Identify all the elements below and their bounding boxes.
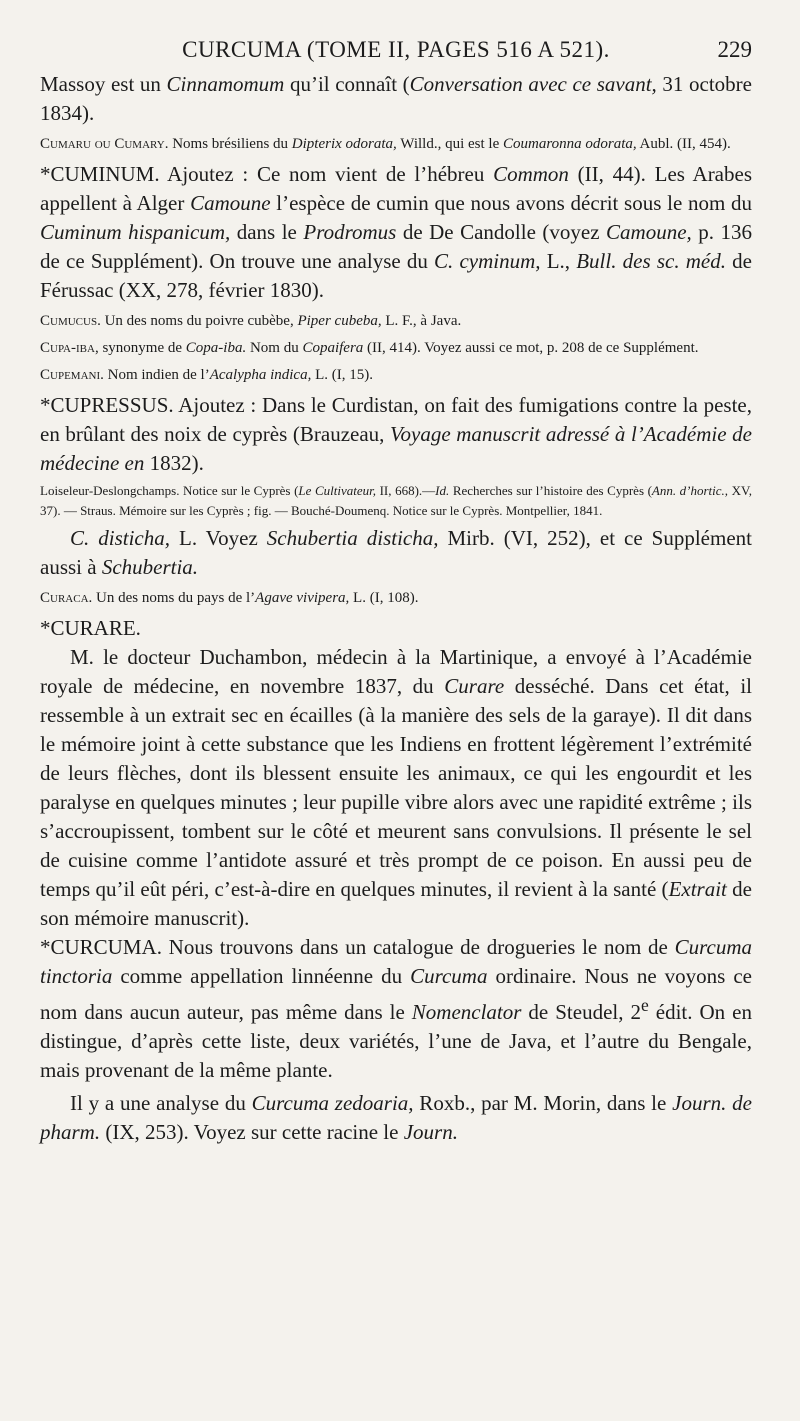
- text: Bull. des sc. méd.: [576, 249, 726, 273]
- text: Curare: [444, 674, 505, 698]
- entry-cuminum: [40, 160, 752, 305]
- entry-term: Cumucus.: [40, 313, 101, 329]
- text: M. le docteur Duchambon, médecin à la Martinique, a envoyé à l’Académie royale de médecine, en novembre 1837, du: [40, 645, 752, 698]
- text: 31 octobre 1834).: [40, 72, 752, 125]
- text: C. disticha,: [70, 526, 170, 550]
- entry-cupa-iba: [40, 338, 752, 359]
- text: Journ.: [403, 1120, 458, 1144]
- text: Un des noms du poivre cubèbe,: [100, 313, 298, 329]
- text: L. Voyez: [170, 526, 267, 550]
- text: *CUMINUM. Ajoutez : Ce nom vient de l’hébreu: [40, 162, 494, 186]
- text: Camoune,: [606, 220, 692, 244]
- text: Nomenclator: [411, 1000, 522, 1024]
- text: XV, 37). — Straus. Mémoire sur les Cyprès ; fig. — Bouché-Doumenq. Notice sur le Cyprès. Montpellier, 1841.: [40, 483, 752, 518]
- text: Il y a une analyse du: [70, 1091, 252, 1115]
- text: Voyage manuscrit adressé à l’Académie de médecine en: [40, 422, 752, 475]
- text: Piper cubeba,: [297, 313, 382, 329]
- text: Schubertia.: [101, 555, 199, 579]
- entry-cupemani: [40, 365, 752, 386]
- entry-cumaru: [40, 134, 752, 155]
- entry-c-disticha: [40, 524, 752, 582]
- entry-cupressus: [40, 391, 752, 478]
- entry-cumucus: [40, 311, 752, 332]
- text: Curcuma: [410, 964, 488, 988]
- text: *CURCUMA. Nous trouvons dans un catalogue de drogueries le nom de: [40, 935, 675, 959]
- text: Camoune: [190, 191, 271, 215]
- text: Schubertia disticha,: [266, 526, 439, 550]
- text: Roxb., par M. Morin, dans le: [413, 1091, 673, 1115]
- entry-term: Cumaru ou Cumary.: [40, 136, 169, 152]
- text: Loiseleur-Deslongchamps. Notice sur le Cyprès (: [40, 483, 299, 498]
- page-number: 229: [717, 37, 752, 62]
- text: de Steudel, 2: [521, 1000, 641, 1024]
- entry-term: Cupa-iba,: [40, 340, 99, 356]
- text: Noms brésiliens du: [168, 136, 292, 152]
- text: dans le: [230, 220, 304, 244]
- text: Cinnamomum: [166, 72, 285, 96]
- text: Acalypha indica,: [209, 367, 312, 383]
- paragraph-curare: [40, 643, 752, 933]
- document-page: [40, 30, 752, 1147]
- text: Copaifera: [302, 340, 364, 356]
- text: L. (I, 108).: [349, 590, 419, 606]
- text: desséché. Dans cet état, il ressemble à un extrait sec en écailles (à la manière des sels de la garaye). Il dit dans le mémoire joint à cette substance que les Indiens en frottent légèrement l’extrémité de leurs flèches, dont ils blessent ensuite les animaux, ce qui les engourdit et les paralyse en quelques minutes ; leur pupille vibre alors avec une rapidité extrême ; ils s’accroupissent, tombent sur le côté et meurent sans convulsions. Il présente le sel de cuisine comme l’antidote assuré et très prompt de ce poison. En aussi peu de temps qu’il eût péri, c’est-à-dire en quelques minutes, il revient à la santé (: [40, 674, 752, 901]
- superscript: e: [641, 995, 649, 1015]
- text: comme appellation linnéenne du: [112, 964, 411, 988]
- heading-curare: *CURARE.: [40, 616, 141, 640]
- text: (II, 44). Les Arabes appellent à Alger: [40, 162, 752, 215]
- text: p. 136 de ce Supplément). On trouve une analyse du: [40, 220, 753, 273]
- text: Common: [493, 162, 569, 186]
- text: édit. On en distingue, d’après cette liste, deux variétés, l’une de Java, et l’autre du Bengale, mais provenant de la même plante.: [40, 1000, 752, 1082]
- text: Massoy est un: [40, 72, 167, 96]
- text: L. F., à Java.: [381, 313, 462, 329]
- text: l’espèce de cumin que nous avons décrit sous le nom du: [270, 191, 753, 215]
- text: synonyme de: [98, 340, 186, 356]
- text: 1832).: [144, 451, 204, 475]
- text: Copa-iba.: [185, 340, 247, 356]
- text: ordinaire. Nous ne voyons ce nom dans aucun auteur, pas même dans le: [40, 964, 752, 1024]
- text: (II, 414). Voyez aussi ce mot, p. 208 de ce Supplément.: [363, 340, 699, 356]
- text: Curcuma zedoaria,: [251, 1091, 414, 1115]
- entry-curcuma: [40, 933, 752, 1085]
- text: Extrait: [668, 877, 727, 901]
- text: Aubl. (II, 454).: [636, 136, 731, 152]
- text: Willd., qui est le: [396, 136, 503, 152]
- page-header: [40, 30, 752, 70]
- entry-curaca: [40, 588, 752, 609]
- text: Le Cultivateur,: [298, 483, 377, 498]
- entry-term: Curaca.: [40, 590, 93, 606]
- text: Coumaronna odorata,: [502, 136, 637, 152]
- bibliography-cupressus: [40, 481, 752, 520]
- text: Nom indien de l’: [103, 367, 210, 383]
- text: (IX, 253). Voyez sur cette racine le: [100, 1120, 404, 1144]
- text: Nom du: [246, 340, 303, 356]
- text: de son mémoire manuscrit).: [40, 877, 753, 930]
- text: Dipterix odorata,: [291, 136, 397, 152]
- text: Curcuma tinctoria: [40, 935, 752, 988]
- text: Mirb. (VI, 252), et ce Supplément aussi à: [40, 526, 752, 579]
- paragraph-curcuma-analysis: [40, 1089, 752, 1147]
- text: Recherches sur l’histoire des Cyprès (: [449, 483, 652, 498]
- text: de De Candolle (voyez: [396, 220, 607, 244]
- text: C. cyminum,: [434, 249, 541, 273]
- paragraph-massoy: [40, 70, 752, 128]
- text: II, 668).—: [376, 483, 436, 498]
- running-title: CURCUMA (TOME II, PAGES 516 A 521).: [182, 37, 610, 62]
- text: de Férussac (XX, 278, février 1830).: [40, 249, 752, 302]
- text: Un des noms du pays de l’: [92, 590, 256, 606]
- text: Id.: [435, 483, 450, 498]
- entry-term: Cupemani.: [40, 367, 104, 383]
- text: Agave vivipera,: [255, 590, 350, 606]
- text: L. (I, 15).: [311, 367, 373, 383]
- text: Journ. de pharm.: [40, 1091, 752, 1144]
- text: Ann. d’hortic.,: [651, 483, 729, 498]
- text: Conversation avec ce savant,: [409, 72, 657, 96]
- text: L.,: [540, 249, 577, 273]
- text: qu’il connaît (: [284, 72, 410, 96]
- text: Cuminum hispanicum,: [40, 220, 231, 244]
- text: Prodromus: [303, 220, 397, 244]
- text: *CUPRESSUS. Ajoutez : Dans le Curdistan, on fait des fumigations contre la peste, en brûlant des noix de cyprès (Brauzeau,: [40, 393, 752, 446]
